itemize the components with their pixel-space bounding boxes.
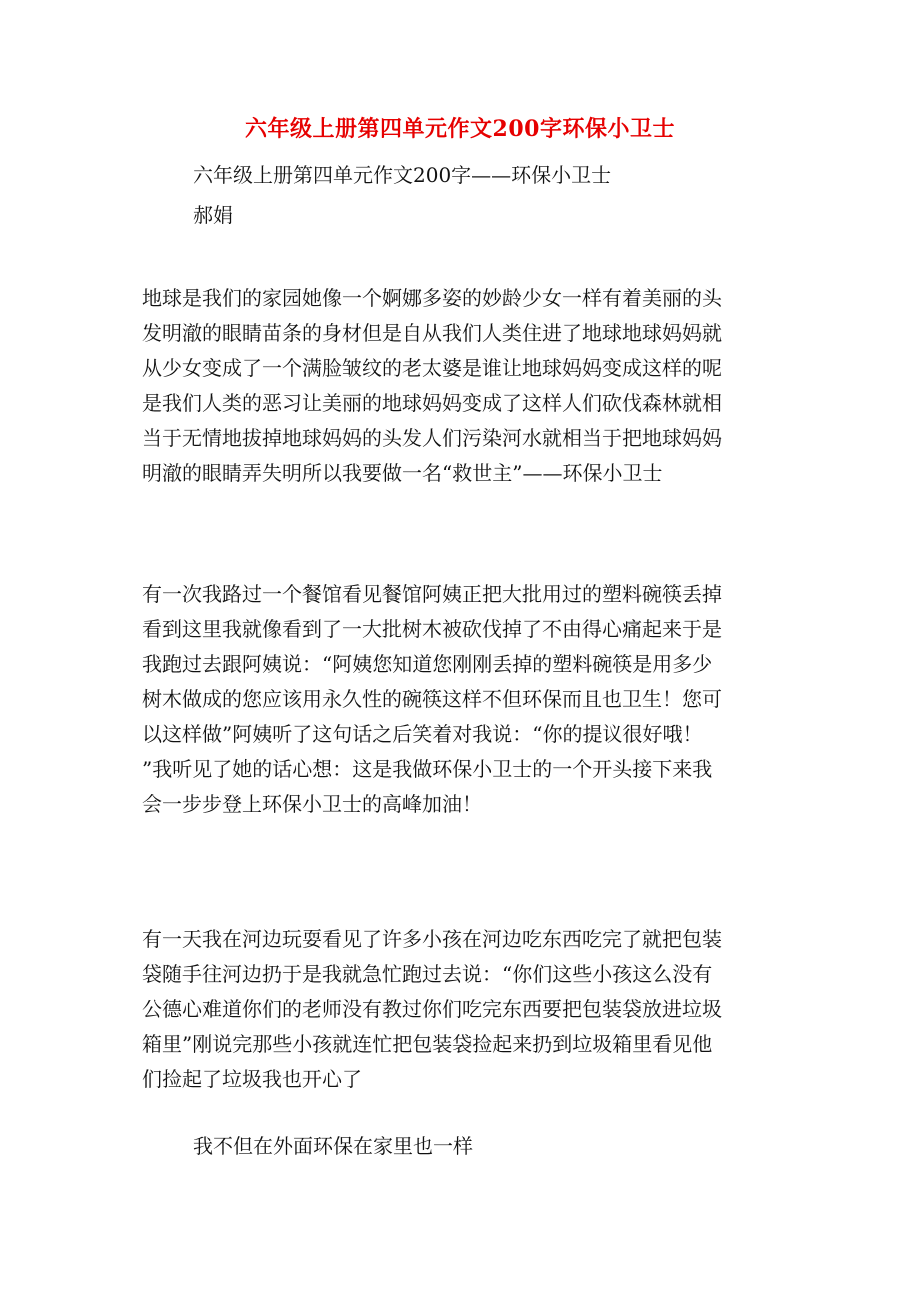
paragraph-line: 我跑过去跟阿姨说：“阿姨您知道您刚刚丢掉的塑料碗筷是用多少	[142, 652, 713, 676]
paragraph-line: 发明澈的眼睛苗条的身材但是自从我们人类住进了地球地球妈妈就	[142, 321, 722, 345]
document-title: 六年级上册第四单元作文200字环保小卫士	[245, 116, 675, 142]
paragraph-line: 地球是我们的家园她像一个婀娜多姿的妙龄少女一样有着美丽的头	[142, 286, 722, 310]
paragraph-line: 袋随手往河边扔于是我就急忙跑过去说：“你们这些小孩这么没有	[142, 962, 713, 986]
paragraph-4: 我不但在外面环保在家里也一样	[193, 1134, 473, 1158]
paragraph-line: 是我们人类的恶习让美丽的地球妈妈变成了这样人们砍伐森林就相	[142, 391, 722, 415]
paragraph-line: 看到这里我就像看到了一大批树木被砍伐掉了不由得心痛起来于是	[142, 617, 722, 641]
paragraph-line: 公德心难道你们的老师没有教过你们吃完东西要把包装袋放进垃圾	[142, 997, 722, 1021]
paragraph-line: 们捡起了垃圾我也开心了	[142, 1067, 362, 1091]
paragraph-2	[142, 577, 782, 822]
paragraph-line: 以这样做”阿姨听了这句话之后笑着对我说：“你的提议很好哦！	[142, 722, 703, 746]
paragraph-line: 有一天我在河边玩耍看见了许多小孩在河边吃东西吃完了就把包装	[142, 927, 722, 951]
paragraph-line: ”我听见了她的话心想：这是我做环保小卫士的一个开头接下来我	[142, 757, 713, 781]
paragraph-line: 会一步步登上环保小卫士的高峰加油！	[142, 792, 482, 816]
author-name: 郝娟	[193, 203, 233, 227]
paragraph-line: 有一次我路过一个餐馆看见餐馆阿姨正把大批用过的塑料碗筷丢掉	[142, 582, 722, 606]
paragraph-line: 树木做成的您应该用永久性的碗筷这样不但环保而且也卫生！您可	[142, 687, 722, 711]
paragraph-1	[142, 281, 782, 491]
paragraph-line: 箱里”刚说完那些小孩就连忙把包装袋捡起来扔到垃圾箱里看见他	[142, 1032, 713, 1056]
paragraph-line: 从少女变成了一个满脸皱纹的老太婆是谁让地球妈妈变成这样的呢	[142, 356, 722, 380]
paragraph-line: 当于无情地拔掉地球妈妈的头发人们污染河水就相当于把地球妈妈	[142, 426, 722, 450]
document-subtitle: 六年级上册第四单元作文200字——环保小卫士	[193, 163, 612, 187]
paragraph-3	[142, 922, 782, 1097]
paragraph-line: 明澈的眼睛弄失明所以我要做一名“救世主”——环保小卫士	[142, 461, 663, 485]
